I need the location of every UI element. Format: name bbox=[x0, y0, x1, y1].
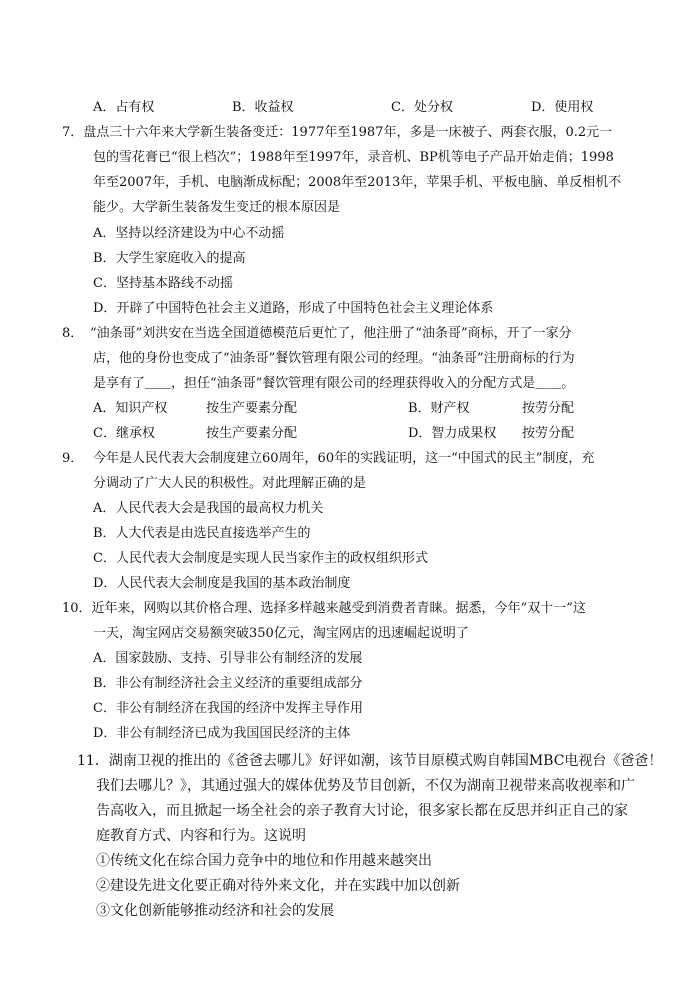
q11-stem-line: 我们去哪儿？》，其通过强大的媒体优势及节目创新，不仅为湖南卫视带来高收视率和广 bbox=[96, 778, 635, 794]
q9-stem-line: 今年是人民代表大会制度建立60周年，60年的实践证明，这一“中国式的民主”制度，充 bbox=[93, 451, 595, 466]
q11-stem-line: 11．湖南卫视的推出的《爸爸去哪儿》好评如潮，该节目原模式购自韩国MBC电视台《爸爸！ bbox=[77, 753, 663, 769]
q10-option-a: A．国家鼓励、支持、引导非公有制经济的发展 bbox=[93, 651, 363, 666]
q8-option-c: C．继承权 bbox=[93, 426, 155, 441]
q11-item-3: ③文化创新能够推动经济和社会的发展 bbox=[96, 903, 334, 919]
q11-stem-line: 告高收入，而且掀起一场全社会的亲子教育大讨论，很多家长都在反思并纠正自己的家 bbox=[96, 803, 628, 819]
q8-option-a: A．知识产权 bbox=[93, 401, 168, 416]
q9-option-a: A．人民代表大会是我国的最高权力机关 bbox=[93, 501, 324, 516]
q9-number: 9． bbox=[62, 451, 84, 466]
q8-number: 8． bbox=[62, 326, 84, 341]
q8-option-d: D．智力成果权 bbox=[408, 426, 497, 441]
q9-option-b: B．人大代表是由选民直接选举产生的 bbox=[93, 526, 311, 541]
q7-option-b: B．大学生家庭收入的提高 bbox=[93, 251, 246, 266]
q10-option-b: B．非公有制经济社会主义经济的重要组成部分 bbox=[93, 676, 363, 691]
q10-stem-line: 一天，淘宝网店交易额突破350亿元，淘宝网店的迅速崛起说明了 bbox=[93, 626, 469, 641]
q6-option-b: B．收益权 bbox=[232, 100, 294, 115]
q8-option-b-dist: 按劳分配 bbox=[522, 401, 575, 416]
q8-option-b: B．财产权 bbox=[408, 401, 470, 416]
q8-option-a-dist: 按生产要素分配 bbox=[206, 401, 298, 416]
q7-stem-line: 包的雪花膏已“很上档次”；1988年至1997年，录音机、BP机等电子产品开始走俏；1998 bbox=[93, 150, 614, 165]
q8-stem-line: 店，他的身份也变成了“油条哥”餐饮管理有限公司的经理。“油条哥”注册商标的行为 bbox=[93, 351, 575, 366]
q7-option-a: A．坚持以经济建设为中心不动摇 bbox=[93, 226, 285, 241]
q9-option-c: C．人民代表大会制度是实现人民当家作主的政权组织形式 bbox=[93, 551, 428, 566]
q10-stem-line: 10．近年来，网购以其价格合理、选择多样越来越受到消费者青睐。据悉，今年“双十一”这 bbox=[62, 601, 586, 616]
q8-option-d-dist: 按劳分配 bbox=[522, 426, 575, 441]
q11-item-1: ①传统文化在综合国力竞争中的地位和作用越来越突出 bbox=[96, 853, 432, 869]
q6-option-d: D．使用权 bbox=[531, 100, 594, 115]
q11-item-2: ②建设先进文化要正确对待外来文化，并在实践中加以创新 bbox=[96, 878, 460, 894]
q7-stem-line: 能少。大学新生装备发生变迁的根本原因是 bbox=[93, 200, 341, 215]
q9-option-d: D．人民代表大会制度是我国的基本政治制度 bbox=[93, 576, 351, 591]
q6-option-c: C．处分权 bbox=[391, 100, 453, 115]
q10-option-c: C．非公有制经济在我国的经济中发挥主导作用 bbox=[93, 701, 363, 716]
q8-option-c-dist: 按生产要素分配 bbox=[206, 426, 298, 441]
q8-stem-line: 是享有了＿＿，担任“油条哥”餐饮管理有限公司的经理获得收入的分配方式是＿＿。 bbox=[93, 376, 575, 391]
q9-stem-line: 分调动了广大人民的积极性。对此理解正确的是 bbox=[93, 476, 367, 491]
q7-stem-line: 年至2007年，手机、电脑渐成标配；2008年至2013年，苹果手机、平板电脑、单反相机不 bbox=[93, 175, 622, 190]
q7-option-c: C．坚持基本路线不动摇 bbox=[93, 276, 233, 291]
q7-stem-line: 7．盘点三十六年来大学新生装备变迁：1977年至1987年，多是一床被子、两套衣服，0.2元一 bbox=[62, 125, 613, 140]
q10-option-d: D．非公有制经济已成为我国国民经济的主体 bbox=[93, 726, 351, 741]
q7-option-d: D．开辟了中国特色社会主义道路，形成了中国特色社会主义理论体系 bbox=[93, 301, 494, 316]
q8-stem-line: “油条哥”刘洪安在当选全国道德模范后更忙了，他注册了“油条哥”商标，开了一家分 bbox=[90, 326, 572, 341]
q6-option-a: A．占有权 bbox=[93, 100, 155, 115]
q11-stem-line: 庭教育方式、内容和行为。这说明 bbox=[96, 828, 306, 844]
